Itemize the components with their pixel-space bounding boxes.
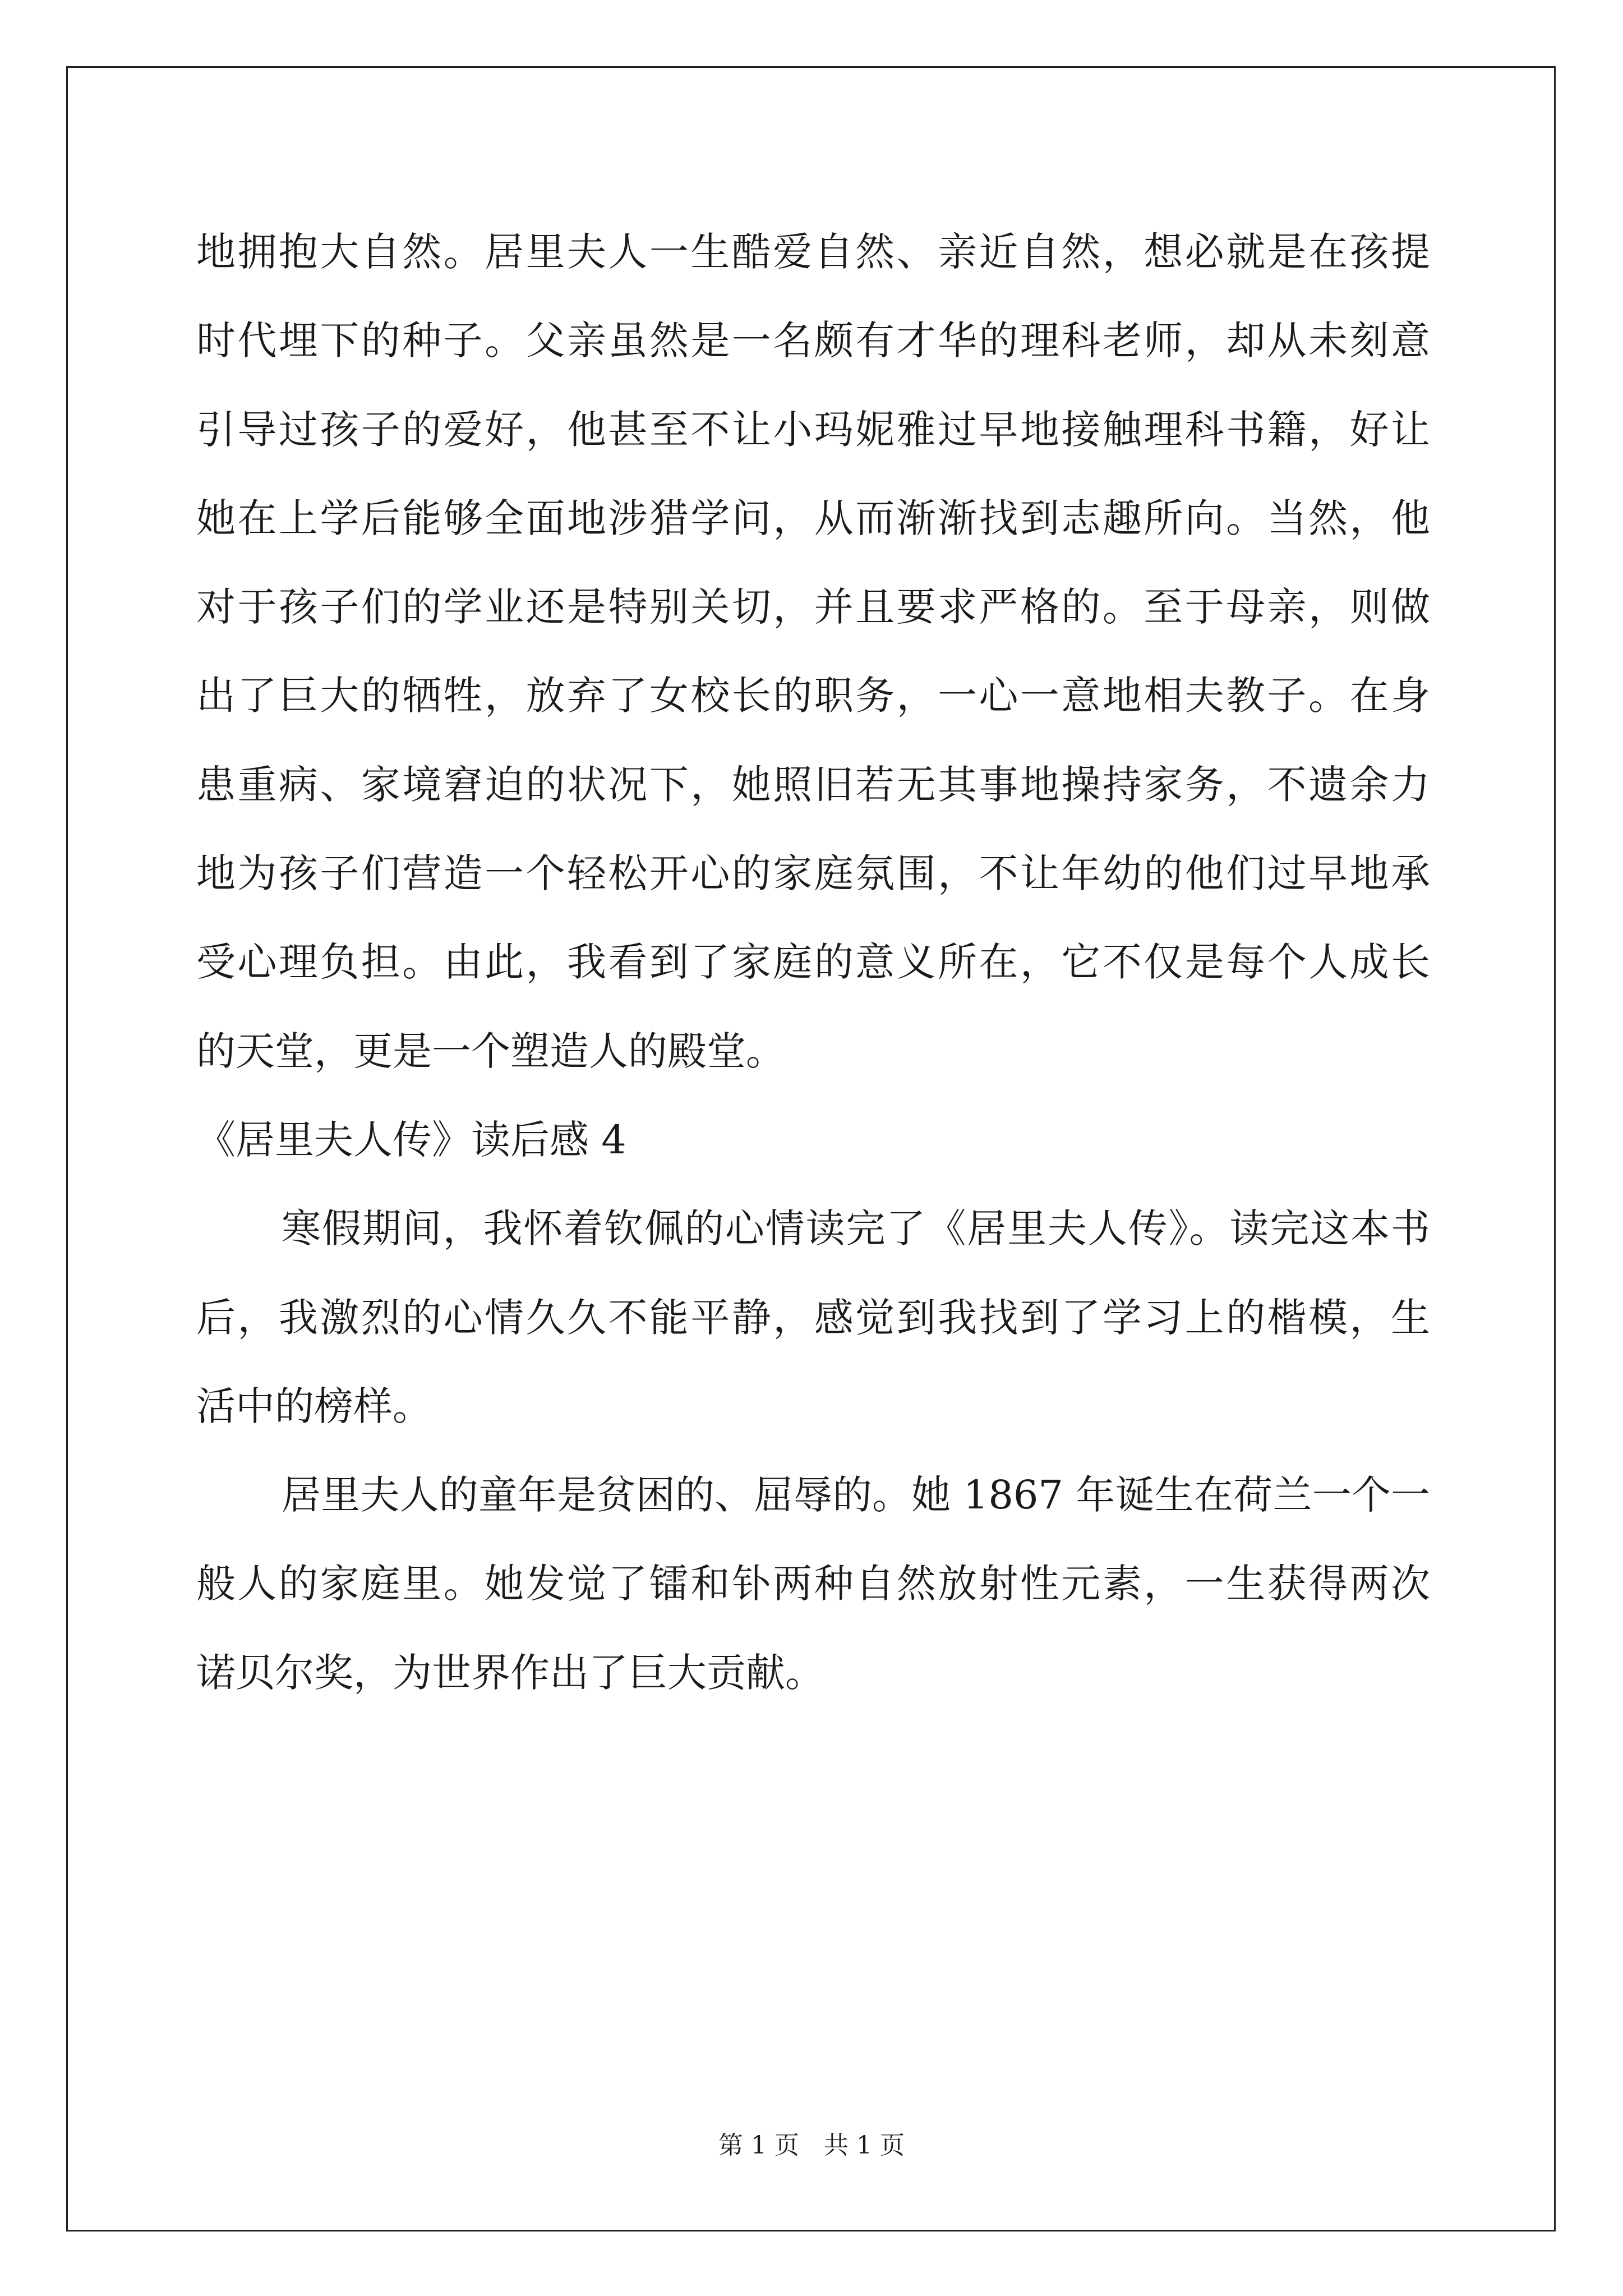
- text-line: 居里夫人的童年是贫困的、屈辱的。她 1867 年诞生在荷兰一个一: [282, 1472, 1430, 1519]
- page-footer: [0, 2129, 1623, 2162]
- text-line: 她在上学后能够全面地涉猎学问，从而渐渐找到志趣所向。当然，他: [196, 495, 1430, 541]
- text-line: 患重病、家境窘迫的状况下，她照旧若无其事地操持家务，不遗余力: [196, 761, 1430, 808]
- paragraph: [196, 1184, 1430, 1451]
- section-heading: 《居里夫人传》读后感 4: [196, 1116, 626, 1163]
- text-line: 地为孩子们营造一个轻松开心的家庭氛围，不让年幼的他们过早地承: [196, 850, 1430, 897]
- paragraph: [196, 208, 1430, 1096]
- text-line: 受心理负担。由此，我看到了家庭的意义所在，它不仅是每个人成长: [196, 939, 1430, 986]
- text-line: 对于孩子们的学业还是特别关切，并且要求严格的。至于母亲，则做: [196, 584, 1430, 631]
- text-line: 活中的榜样。: [196, 1383, 432, 1429]
- text-line: 时代埋下的种子。父亲虽然是一名颇有才华的理科老师，却从未刻意: [196, 318, 1430, 364]
- text-line: 寒假期间，我怀着钦佩的心情读完了《居里夫人传》。读完这本书: [282, 1205, 1430, 1252]
- page-number: 第 1 页: [718, 2131, 799, 2160]
- text-line: 引导过孩子的爱好，他甚至不让小玛妮雅过早地接触理科书籍，好让: [196, 406, 1430, 453]
- text-line: 般人的家庭里。她发觉了镭和钋两种自然放射性元素，一生获得两次: [196, 1561, 1430, 1607]
- text-line: 地拥抱大自然。居里夫人一生酷爱自然、亲近自然，想必就是在孩提: [196, 229, 1430, 275]
- text-line: 后，我激烈的心情久久不能平静，感觉到我找到了学习上的楷模，生: [196, 1294, 1430, 1341]
- document-body: [196, 208, 1430, 1717]
- text-line: 出了巨大的牺牲，放弃了女校长的职务，一心一意地相夫教子。在身: [196, 673, 1430, 719]
- text-line: 的天堂，更是一个塑造人的殿堂。: [196, 1028, 785, 1074]
- page-total: 共 1 页: [824, 2131, 905, 2160]
- paragraph: [196, 1451, 1430, 1717]
- text-line: 诺贝尔奖，为世界作出了巨大贡献。: [196, 1649, 824, 1696]
